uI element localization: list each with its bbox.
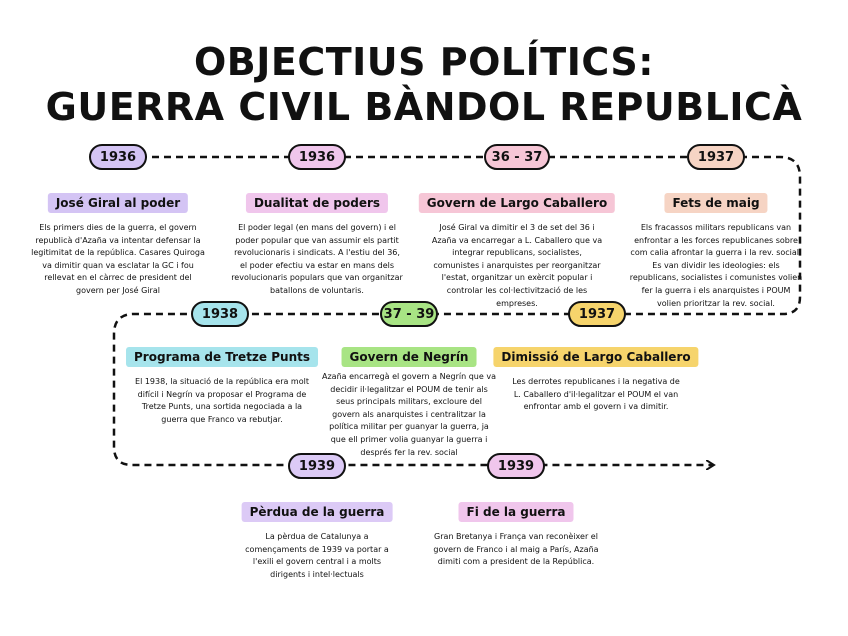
event-description: La pèrdua de Catalunya a començaments de 1939 va portar a l'exili el govern central i a molts dirigents i intel·lectuals (245, 532, 389, 579)
event-description: José Giral va dimitir el 3 de set del 36 i Azaña va encarregar a L. Caballero que va integrar republicans, socialistes, comunistes i anarquistes per reorganitzar l'estat, organitzar un exèrcit popular i controlar les col·lectivització de les empreses. (431, 223, 603, 308)
title-line-1: OBJECTIUS POLÍTICS: (194, 40, 654, 84)
event-label: Dualitat de poders (246, 193, 388, 213)
event-description: Azaña encarregà el govern a Negrín que va decidir il·legalitzar el POUM de tenir als seus principals militars, excloure del govern als anarquistes i centralitzar la política militar per guanyar la guerra, ja que ell primer volia guanyar la guerra i després fer la rev. social (322, 372, 496, 457)
event-label: Fets de maig (664, 193, 767, 213)
year-pill: 1939 (487, 453, 545, 479)
event-description: Gran Bretanya i França van reconèixer el govern de Franco i al maig a París, Azaña dimiti com a president de la República. (433, 532, 599, 567)
year-pill: 1939 (288, 453, 346, 479)
event-label: José Giral al poder (48, 193, 188, 213)
year-pill: 1937 (568, 301, 626, 327)
event-label: Dimissió de Largo Caballero (493, 347, 698, 367)
event-label: Govern de Negrín (342, 347, 477, 367)
year-pill: 1936 (89, 144, 147, 170)
year-pill: 1938 (191, 301, 249, 327)
title-line-2: GUERRA CIVIL BÀNDOL REPUBLICÀ (45, 85, 803, 129)
event-description: El poder legal (en mans del govern) i el poder popular que van assumir els partit revolucionaris i sindicats. A l'estiu del 36, el poder efectiu va estar en mans dels revolucionaris populars que van organitzar batallons de voluntaris. (231, 223, 403, 295)
event-label: Pèrdua de la guerra (242, 502, 393, 522)
year-pill: 36 - 37 (484, 144, 550, 170)
event-description: Les derrotes republicanes i la negativa de L. Caballero d'il·legalitzar el POUM el van enfrontar amb el govern i va dimitir. (512, 377, 680, 412)
event-label: Fi de la guerra (459, 502, 574, 522)
year-pill: 37 - 39 (380, 301, 438, 327)
event-label: Programa de Tretze Punts (126, 347, 318, 367)
year-pill: 1936 (288, 144, 346, 170)
event-description: Els fracassos militars republicans van enfrontar a les forces republicanes sobre com calia afrontar la guerra i la rev. social. Es van dividir les ideologies: els republicans, socialistes i comunistes volien fer la guerra i els anarquistes i POUM volien prioritzar la rev. social. (629, 223, 803, 308)
event-description: Els primers dies de la guerra, el govern republicà d'Azaña va intentar defensar la legitimitat de la república. Casares Quiroga va dimitir quan va esclatar la GC i fou rellevat en el càrrec de president del govern per José Giral (31, 223, 205, 295)
event-description: El 1938, la situació de la república era molt difícil i Negrín va proposar el Programa de Tretze Punts, una sortida negociada a la guerra que Franco va rebutjar. (135, 377, 309, 424)
event-label: Govern de Largo Caballero (419, 193, 615, 213)
year-pill: 1937 (687, 144, 745, 170)
